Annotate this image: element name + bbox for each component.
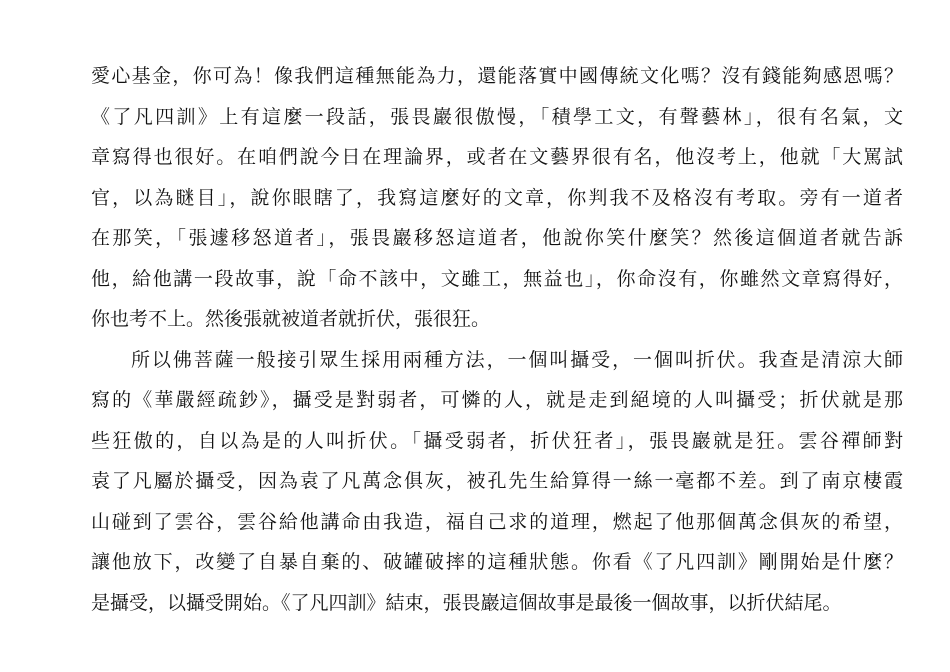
text-line: 山碰到了雲谷，雲谷給他講命由我造，福自己求的道理，燃起了他那個萬念俱灰的希望， [91, 510, 903, 533]
text-line: 讓他放下，改變了自暴自棄的、破罐破摔的這種狀態。你看《了凡四訓》剛開始是什麼？ [91, 551, 903, 573]
text-line: 愛心基金，你可為！像我們這種無能為力，還能落實中國傳統文化嗎？沒有錢能夠感恩嗎？ [91, 65, 903, 87]
text-line: 些狂傲的，自以為是的人叫折伏。「攝受弱者，折伏狂者」，張畏巖就是狂。雲谷禪師對 [91, 429, 903, 452]
body-text [91, 56, 903, 623]
text-line: 《了凡四訓》上有這麼一段話，張畏巖很傲慢，「積學工文，有聲藝林」，很有名氣，文 [91, 105, 903, 128]
text-line: 在那笑，「張遽移怒道者」，張畏巖移怒這道者，他說你笑什麼笑？然後這個道者就告訴 [91, 227, 903, 249]
text-line: 章寫得也很好。在咱們說今日在理論界，或者在文藝界很有名，他沒考上，他就「大罵試 [91, 146, 903, 168]
text-line: 官，以為瞇目」，說你眼瞎了，我寫這麼好的文章，你判我不及格沒有考取。旁有一道者 [91, 186, 903, 209]
text-line: 你也考不上。然後張就被道者就折伏，張很狂。 [91, 308, 491, 330]
text-line: 袁了凡屬於攝受，因為袁了凡萬念俱灰，被孔先生給算得一絲一毫都不差。到了南京棲霞 [91, 470, 903, 492]
text-line: 他，給他講一段故事，說「命不該中，文雖工，無益也」，你命沒有，你雖然文章寫得好， [91, 267, 903, 290]
text-line: 是攝受，以攝受開始。《了凡四訓》結束，張畏巖這個故事是最後一個故事，以折伏結尾。 [91, 591, 842, 614]
paragraph-first-line: 所以佛菩薩一般接引眾生採用兩種方法，一個叫攝受，一個叫折伏。我查是清涼大師 [131, 348, 903, 371]
text-line: 寫的《華嚴經疏鈔》，攝受是對弱者，可憐的人，就是走到絕境的人叫攝受；折伏就是那 [91, 389, 903, 411]
